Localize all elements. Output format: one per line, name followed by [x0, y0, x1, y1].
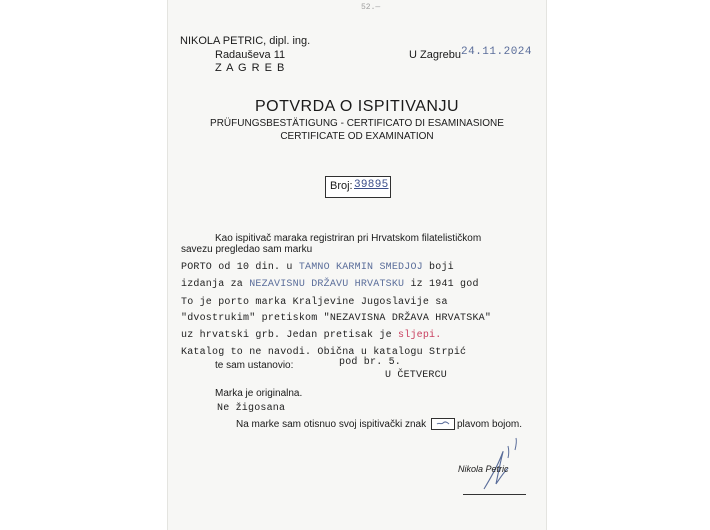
certificate-number-label: Broj: [330, 180, 353, 192]
sender-name: NIKOLA PETRIC, dipl. ing. [180, 35, 311, 47]
intro-line-1: Kao ispitivač maraka registriran pri Hrvatskom filatelističkom [215, 233, 482, 244]
desc-line-6: Katalog to ne navodi. Obična u katalogu Strpić [181, 347, 467, 358]
signature-line [463, 494, 526, 495]
desc-text: iz 1941 god [404, 279, 479, 290]
date-value: 24.11.2024 [461, 46, 533, 58]
place-label: U Zagrebu [409, 49, 461, 61]
top-pencil-mark: 52.— [361, 3, 381, 12]
desc-text: uz hrvatski grb. Jedan pretisak je [181, 330, 399, 341]
stamp-line-text-a: Na marke sam otisnuo svoj ispitivački znak [236, 419, 427, 430]
found-label: te sam ustanovio: [215, 360, 294, 371]
intro-line-2: savezu pregledao sam marku [181, 244, 313, 255]
desc-text: izdanja za [181, 279, 250, 290]
stamp-line-text-b: plavom bojom. [457, 419, 523, 430]
examiner-mark-icon [436, 421, 450, 426]
document-subtitle-de-it: PRÜFUNGSBESTÄTIGUNG - CERTIFICATO DI ESAMINASIONE [210, 118, 504, 129]
desc-text: boji [422, 262, 454, 273]
desc-line-3: To je porto marka Kraljevine Jugoslavije sa [181, 297, 448, 308]
desc-text: PORTO od 10 din. u [181, 262, 299, 273]
desc-line-1 [181, 262, 454, 273]
issue-name: NEZAVISNU DRŽAVU HRVATSKU [249, 279, 405, 290]
cancellation-status: Ne žigosana [217, 403, 286, 414]
signature-name: Nikola Petric [458, 464, 509, 474]
sender-street: Radauševa 11 [215, 49, 286, 61]
sender-city: Z A G R E B [215, 62, 286, 74]
desc-line-2 [181, 279, 479, 290]
original-label: Marka je originalna. [215, 388, 303, 399]
desc-line-5 [181, 330, 441, 341]
desc-line-4: "dvostrukim" pretiskom "NEZAVISNA DRŽAVA HRVATSKA" [181, 313, 492, 324]
examiner-mark-box [431, 418, 455, 430]
document-title: POTVRDA O ISPITIVANJU [254, 98, 459, 115]
blind-overprint-note: sljepi. [398, 330, 442, 341]
certificate-number: 39895 [354, 179, 389, 191]
document-subtitle-en: CERTIFICATE OD EXAMINATION [280, 131, 434, 142]
stamp-color: TAMNO KARMIN SMEDJOJ [298, 262, 423, 273]
desc-line-8: U ČETVERCU [385, 370, 448, 381]
certificate-number-box [325, 176, 391, 198]
desc-line-7: pod br. 5. [339, 357, 402, 368]
